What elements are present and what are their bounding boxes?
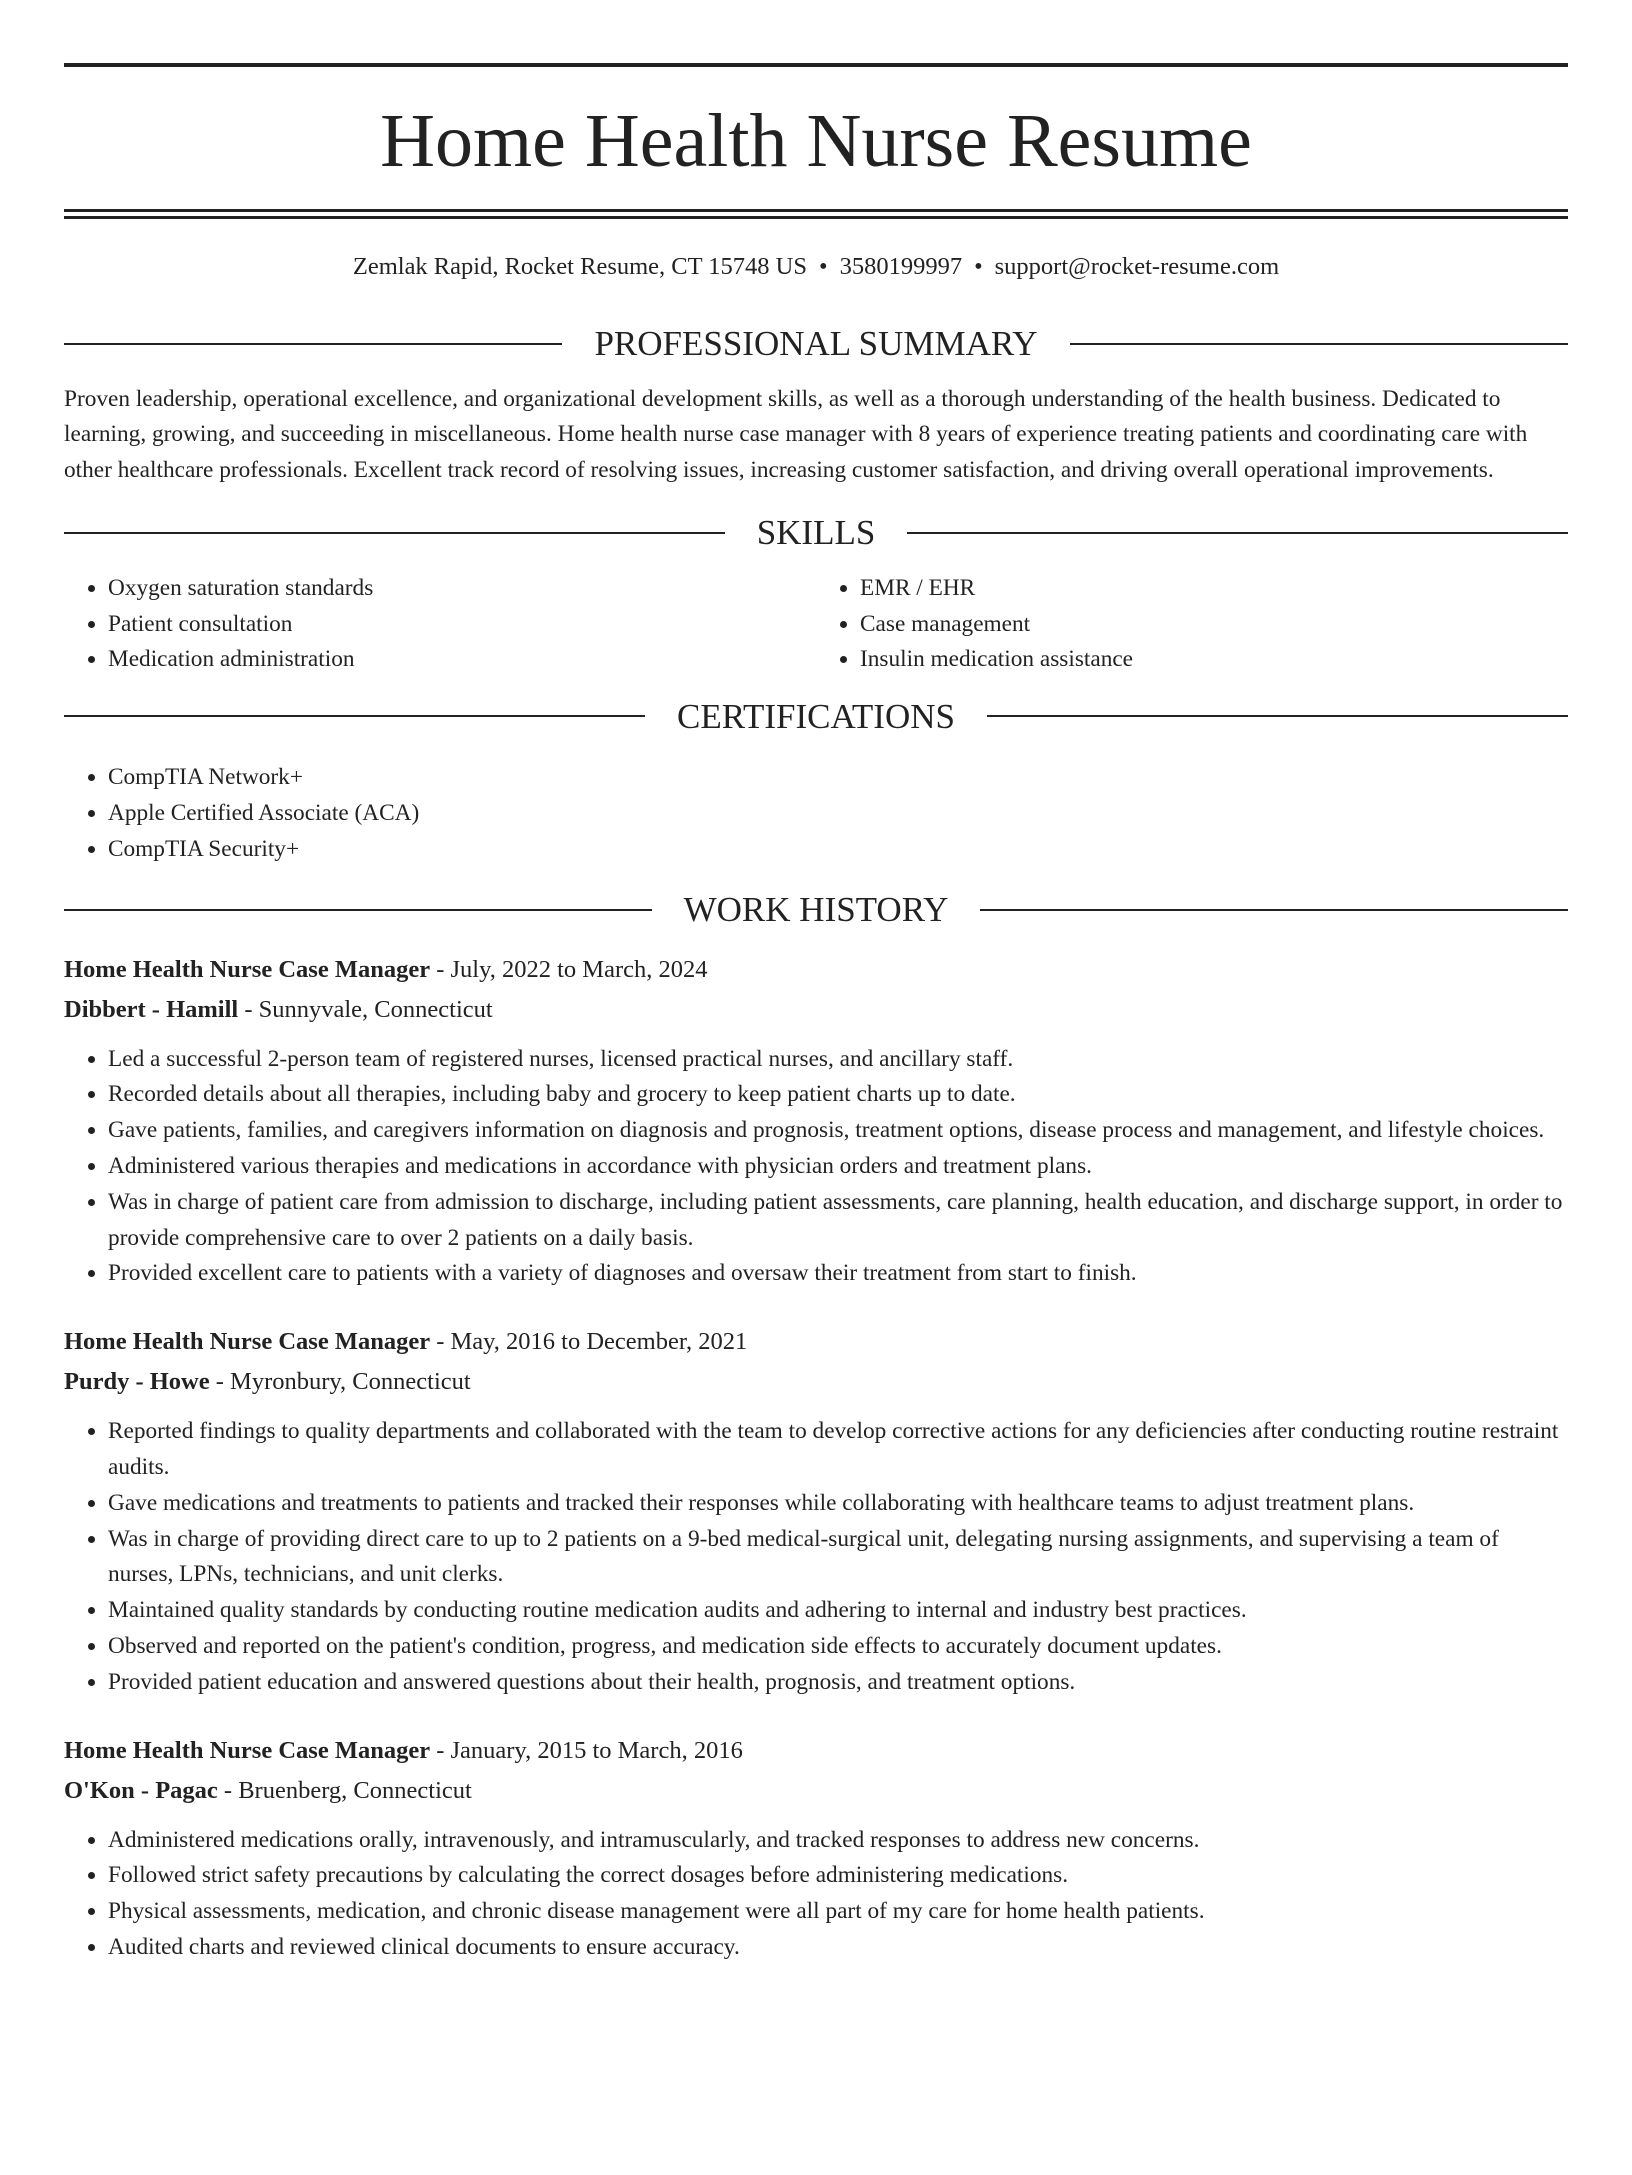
contact-line [64, 255, 1568, 280]
heading-rule-right [980, 909, 1568, 911]
skill-item: • Case management [860, 607, 1568, 643]
contact-email: support@rocket-resume.com [994, 253, 1280, 280]
job-location: - Sunnyvale, Connecticut [238, 995, 493, 1023]
job-company: Dibbert - Hamill [64, 995, 239, 1023]
summary-heading-label: PROFESSIONAL SUMMARY [594, 324, 1038, 363]
job-title-line [64, 1731, 1568, 1771]
job-bullets [64, 1414, 1568, 1700]
job-company-line [64, 1362, 1568, 1402]
skills-list [64, 571, 1568, 678]
page-title: Home Health Nurse Resume [380, 99, 1252, 183]
job-bullet: • Recorded details about all therapies, including baby and grocery to keep patient charts up to date. [108, 1077, 1568, 1113]
job-bullet: • Reported findings to quality departments and collaborated with the team to develop corrective actions for any deficiencies after conducting routine restraint audits. [108, 1414, 1568, 1486]
work-heading [64, 890, 1568, 930]
job-bullet: • Gave patients, families, and caregivers information on diagnosis and prognosis, treatment options, disease process and management, and lifestyle choices. [108, 1113, 1568, 1149]
work-heading-label: WORK HISTORY [683, 890, 949, 930]
contact-separator: • [818, 253, 828, 280]
heading-rule-right [907, 532, 1568, 534]
certification-item: • CompTIA Network+ [108, 760, 1568, 796]
certifications-list [64, 760, 1568, 867]
job-company: O'Kon - Pagac [64, 1776, 218, 1804]
skill-item: • Medication administration [108, 642, 816, 678]
certification-item: • Apple Certified Associate (ACA) [108, 796, 1568, 832]
skills-column-right [816, 571, 1568, 678]
job-company-line [64, 990, 1568, 1030]
certifications-heading [64, 696, 1568, 736]
job-bullet: • Provided excellent care to patients with a variety of diagnoses and oversaw their treatment from start to finish. [108, 1256, 1568, 1292]
heading-rule-right [1070, 343, 1568, 345]
job-bullet: • Maintained quality standards by conducting routine medication audits and adhering to internal and industry best practices. [108, 1593, 1568, 1629]
job-title: Home Health Nurse Case Manager [64, 1736, 431, 1764]
skill-item: • Insulin medication assistance [860, 642, 1568, 678]
certifications-heading-label: CERTIFICATIONS [677, 696, 955, 736]
skills-heading [64, 513, 1568, 553]
heading-rule-left [64, 532, 725, 534]
job-bullet: • Was in charge of patient care from admission to discharge, including patient assessments, care planning, health education, and discharge support, in order to provide comprehensive care to over 2 patients on a daily basis. [108, 1185, 1568, 1257]
job-bullet: • Followed strict safety precautions by calculating the correct dosages before administering medications. [108, 1858, 1568, 1894]
job-location: - Bruenberg, Connecticut [217, 1776, 472, 1804]
job-bullets [64, 1823, 1568, 1966]
resume-page [0, 63, 1632, 2175]
certification-item: • CompTIA Security+ [108, 832, 1568, 868]
job-bullet: • Administered medications orally, intravenously, and intramuscularly, and tracked responses to address new concerns. [108, 1823, 1568, 1859]
skill-item: • EMR / EHR [860, 571, 1568, 607]
skills-column-left [64, 571, 816, 678]
job-entry [64, 1731, 1568, 1966]
skill-item: • Oxygen saturation standards [108, 571, 816, 607]
job-bullet: • Was in charge of providing direct care to up to 2 patients on a 9-bed medical-surgical unit, delegating nursing assignments, and supervising a team of nurses, LPNs, technicians, and unit clerks. [108, 1522, 1568, 1594]
job-title: Home Health Nurse Case Manager [64, 955, 431, 983]
title-double-rule [64, 209, 1568, 219]
job-bullet: • Provided patient education and answered questions about their health, prognosis, and treatment options. [108, 1665, 1568, 1701]
job-title-line [64, 950, 1568, 990]
summary-heading [64, 324, 1568, 364]
heading-rule-left [64, 715, 645, 717]
job-bullet: • Observed and reported on the patient's condition, progress, and medication side effects to accurately document updates. [108, 1629, 1568, 1665]
job-title: Home Health Nurse Case Manager [64, 1328, 431, 1356]
job-dates: - January, 2015 to March, 2016 [430, 1736, 743, 1764]
job-bullet: • Administered various therapies and medications in accordance with physician orders and treatment plans. [108, 1149, 1568, 1185]
job-dates: - July, 2022 to March, 2024 [430, 955, 708, 983]
heading-rule-left [64, 343, 562, 345]
job-bullet: • Audited charts and reviewed clinical documents to ensure accuracy. [108, 1930, 1568, 1966]
job-bullet: • Gave medications and treatments to patients and tracked their responses while collaborating with healthcare teams to adjust treatment plans. [108, 1486, 1568, 1522]
contact-separator: • [974, 253, 983, 280]
job-bullets [64, 1042, 1568, 1293]
heading-rule-left [64, 909, 652, 911]
contact-address: Zemlak Rapid, Rocket Resume, CT 15748 US [352, 253, 807, 280]
job-company-line [64, 1771, 1568, 1811]
contact-phone: 3580199997 [839, 253, 963, 280]
job-location: - Myronbury, Connecticut [209, 1368, 471, 1396]
skills-heading-label: SKILLS [756, 513, 876, 553]
job-dates: - May, 2016 to December, 2021 [430, 1328, 748, 1356]
heading-rule-right [987, 715, 1568, 717]
job-title-line [64, 1322, 1568, 1362]
job-entry [64, 1322, 1568, 1700]
job-bullet: • Led a successful 2-person team of registered nurses, licensed practical nurses, and ancillary staff. [108, 1042, 1568, 1078]
job-bullet: • Physical assessments, medication, and chronic disease management were all part of my care for home health patients. [108, 1894, 1568, 1930]
job-entry [64, 950, 1568, 1293]
skill-item: • Patient consultation [108, 607, 816, 643]
summary-text: Proven leadership, operational excellence, and organizational development skills, as well as a thorough understanding of the health business. Dedicated to learning, growing, and succeeding in miscellaneous. Home health nurse case manager with 8 years of experience treating patients and coordinating care with other healthcare professionals. Excellent track record of resolving issues, increasing customer satisfaction, and driving overall operational improvements. [64, 385, 1528, 484]
job-company: Purdy - Howe [64, 1368, 210, 1396]
